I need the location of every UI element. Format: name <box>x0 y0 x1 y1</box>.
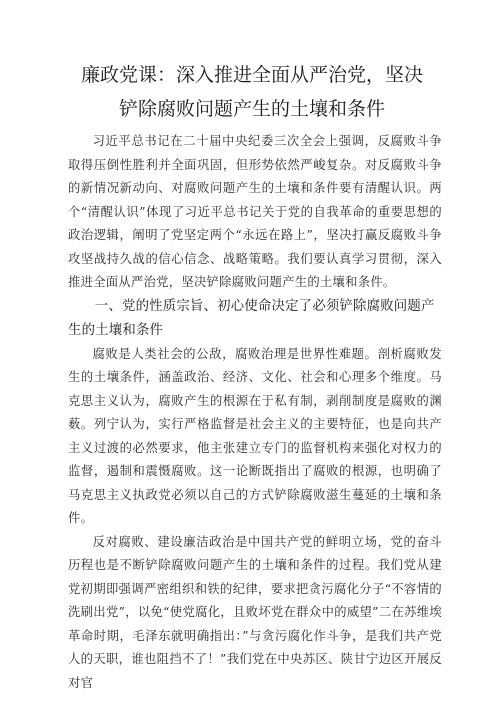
section-1-paragraph-2: 反对腐败、建设廉洁政治是中国共产党的鲜明立场，党的奋斗历程也是不断铲除腐败问题产生的土壤和条件的过程。我们党从建党初期即强调严密组织和铁的纪律，要求把贪污腐化分子“不容情的洗刷出党”，以免“使党腐化，且败坏党在群众中的威望”二在苏维埃革命时期，毛泽东就明确指出：”与贪污腐化作斗争，是我们共产党人的天职，谁也阻挡不了！”我们党在中央苏区、陕甘宁边区开展反对官 <box>68 534 442 690</box>
intro-paragraph: 习近平总书记在二十届中央纪委三次全会上强调，反腐败斗争取得压倒性胜利并全面巩固，但形势依然严峻复杂。对反腐败斗争的新情况新动向、对腐败问题产生的土壤和条件要有清醒认识。两个“清醒认识”体现了习近平总书记关于党的自我革命的重要思想的政治逻辑，阐明了党坚定两个“永远在路上”，坚决打赢反腐败斗争攻坚战持久战的信心信念、战略策略。我们要认真学习贯彻，深入推进全面从严治党，坚决铲除腐败问题产生的土壤和条件。 <box>68 134 442 289</box>
title-line-1: 廉政党课：深入推进全面从严治党，坚决 <box>80 64 423 86</box>
title-line-2: 铲除腐败问题产生的土壤和条件 <box>118 98 385 120</box>
document-title <box>62 58 442 126</box>
section-1-heading: 一、党的性质宗旨、初心使命决定了必须铲除腐败问题产生的土壤和条件 <box>68 298 435 338</box>
section-1-paragraph-1: 腐败是人类社会的公敌，腐败治理是世界性难题。剖析腐败发生的土壤条件，涵盖政治、经济、文化、社会和心理多个维度。马克思主义认为，腐败产生的根源在于私有制，剥削制度是腐败的渊薮。列宁认为，实行严格监督是社会主义的主要特征，也是向共产主义过渡的必然要求，他主张建立专门的监督机构来强化对权力的监督，遏制和震慑腐败。这一论断既指出了腐败的根源，也明确了马克思主义执政党必须以自己的方式铲除腐败滋生蔓延的土壤和条件。 <box>68 346 442 525</box>
